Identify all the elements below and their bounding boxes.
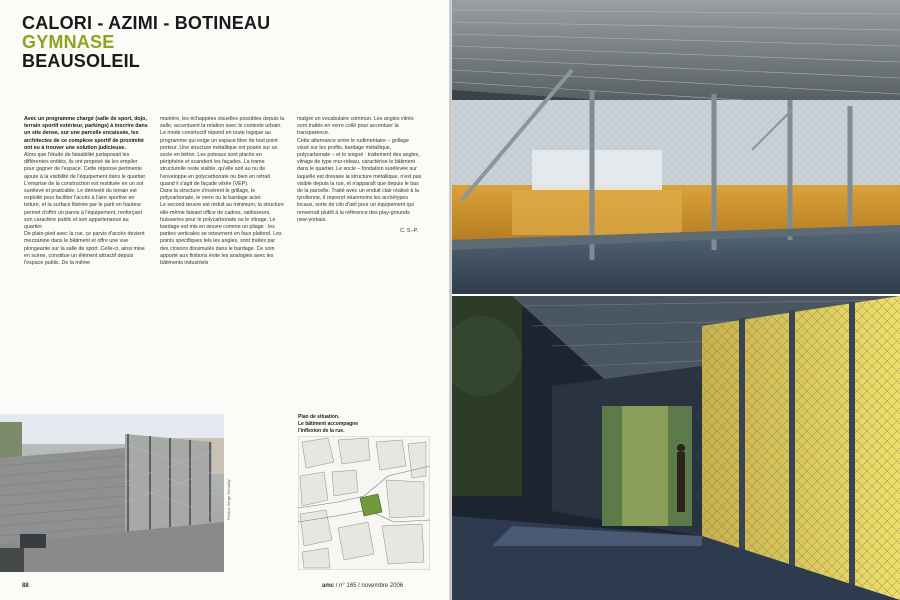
facade-gallery-photo (452, 296, 900, 600)
paragraph: L'emprise de la construction est restituée en un sol surélevé et praticable. Le dénivelé du terrain est exploité pour faciliter l'accès à l'aire sportive en toiture, et la surface libérée par le parti en hauteur permet d'offrir un parvis à l'équipement, renforçant son caractère public et son appartenance au quartier. (24, 180, 144, 231)
facade-gallery-drawing (452, 296, 900, 600)
interior-gym-drawing (452, 0, 900, 294)
architects-title: CALORI - AZIMI - BOTINEAU (22, 13, 271, 33)
paragraph: Cette alternance entre le rudimentaire – grillage vissé sur les profils, bardage métallique, polycarbonate – et le soigné : traitement des angles, vitrage de type mur-rideau, caractérise le bâtiment dans le quartier. Le socle – fondation surélevée sur laquelle est dressée la structure métallique, n'est pas visible depuis la rue, et n'apparaît que depuis le bas de la parcelle. Traité avec un enduit clair réalisé à la tyrolienne, il reprend néanmoins les archétypes locaux, sorte de clin d'œil pour un équipement qui renverrait plutôt à la référence des play-grounds new-yorkais. (297, 137, 422, 223)
paragraph: Le second œuvre est réduit au minimum, la structure elle-même faisant office de cadres, raidisseurs, huisseries pour le polycarbonate ou le vitrage. Le bardage est mis en œuvre comme un pliage : les parties verticales se retournent en faux plafond. Les points spécifiques tels les angles, sont traités par des closoirs dissimulés dans le bardage. Ce soin apporté aux finitions évite les analogies avec les bâtiments industriels (160, 202, 284, 267)
page-number: 88 (22, 583, 29, 589)
author-signature: C. S.-P. (400, 228, 418, 235)
paragraph: manière, les échappées visuelles possibles depuis la salle, accentuent la relation avec le contexte urbain. (160, 116, 285, 130)
paragraph: malgré un vocabulaire commun. Les angles vitrés sont traités en verre collé pour accentuer la transparence. (297, 116, 414, 137)
paragraph: De plain-pied avec la rue, ce parvis d'accès devient mezzanine dans le bâtiment et offre une vue plongeante sur la salle de sport. Celle-ci, ainsi mise en scène, constitue un élément attractif depuis l'espace public. De la même (24, 231, 145, 267)
exterior-photo-drawing (0, 414, 224, 572)
interior-gym-photo (452, 0, 900, 294)
text-column-3 (297, 116, 422, 235)
plan-caption-title: Plan de situation. (298, 414, 340, 420)
paragraph: Le mode constructif répond en toute logique au programme qui exige un espace libre de tout point porteur. Une structure métallique est posée sur un socle en béton. Les poteaux sont placés en périphérie et scandent les façades. La trame structurelle reste visible, qu'elle soit au nu de l'enveloppe en polycarbonate ou bien en retrait quand il s'agit de façade vitrée (VEP). (160, 130, 278, 187)
issue-info: / n° 165 / novembre 2006 (335, 583, 404, 589)
site-plan (298, 436, 430, 570)
text-column-1 (24, 116, 149, 267)
magazine-name: amc (322, 583, 335, 589)
lead-paragraph: Avec un programme chargé (salle de sport, dojo, terrain sportif extérieur, parkings) à inscrire dans un site dense, sur une parcelle encaissée, les architectes de ce complexe sportif de proximité ont eu à trouver une solution judicieuse. (24, 116, 148, 151)
paragraph: Dans la structure s'insèrent le grillage, le polycarbonate, le verre ou le bardage acier. (160, 188, 262, 202)
exterior-photo (0, 414, 224, 572)
article-title (22, 14, 270, 71)
site-plan-drawing (298, 436, 430, 570)
building-type-title: GYMNASE (22, 32, 115, 52)
location-title: BEAUSOLEIL (22, 51, 141, 71)
plan-caption-text: l'inflexion de la rue. (298, 428, 345, 434)
photo-credit: Photos Serge Demailly (226, 479, 231, 520)
plan-caption-text: Le bâtiment accompagne (298, 421, 359, 427)
text-column-2 (160, 116, 285, 267)
paragraph: Alors que l'étude de faisabilité juxtaposait les différentes entités, ils ont proposé de les empiler pour gagner de l'espace. Cette réponse pertinente ajoute à la visibilité de l'équipement dans le quartier. (24, 152, 147, 180)
plan-caption (298, 414, 418, 435)
magazine-footer (322, 583, 403, 589)
